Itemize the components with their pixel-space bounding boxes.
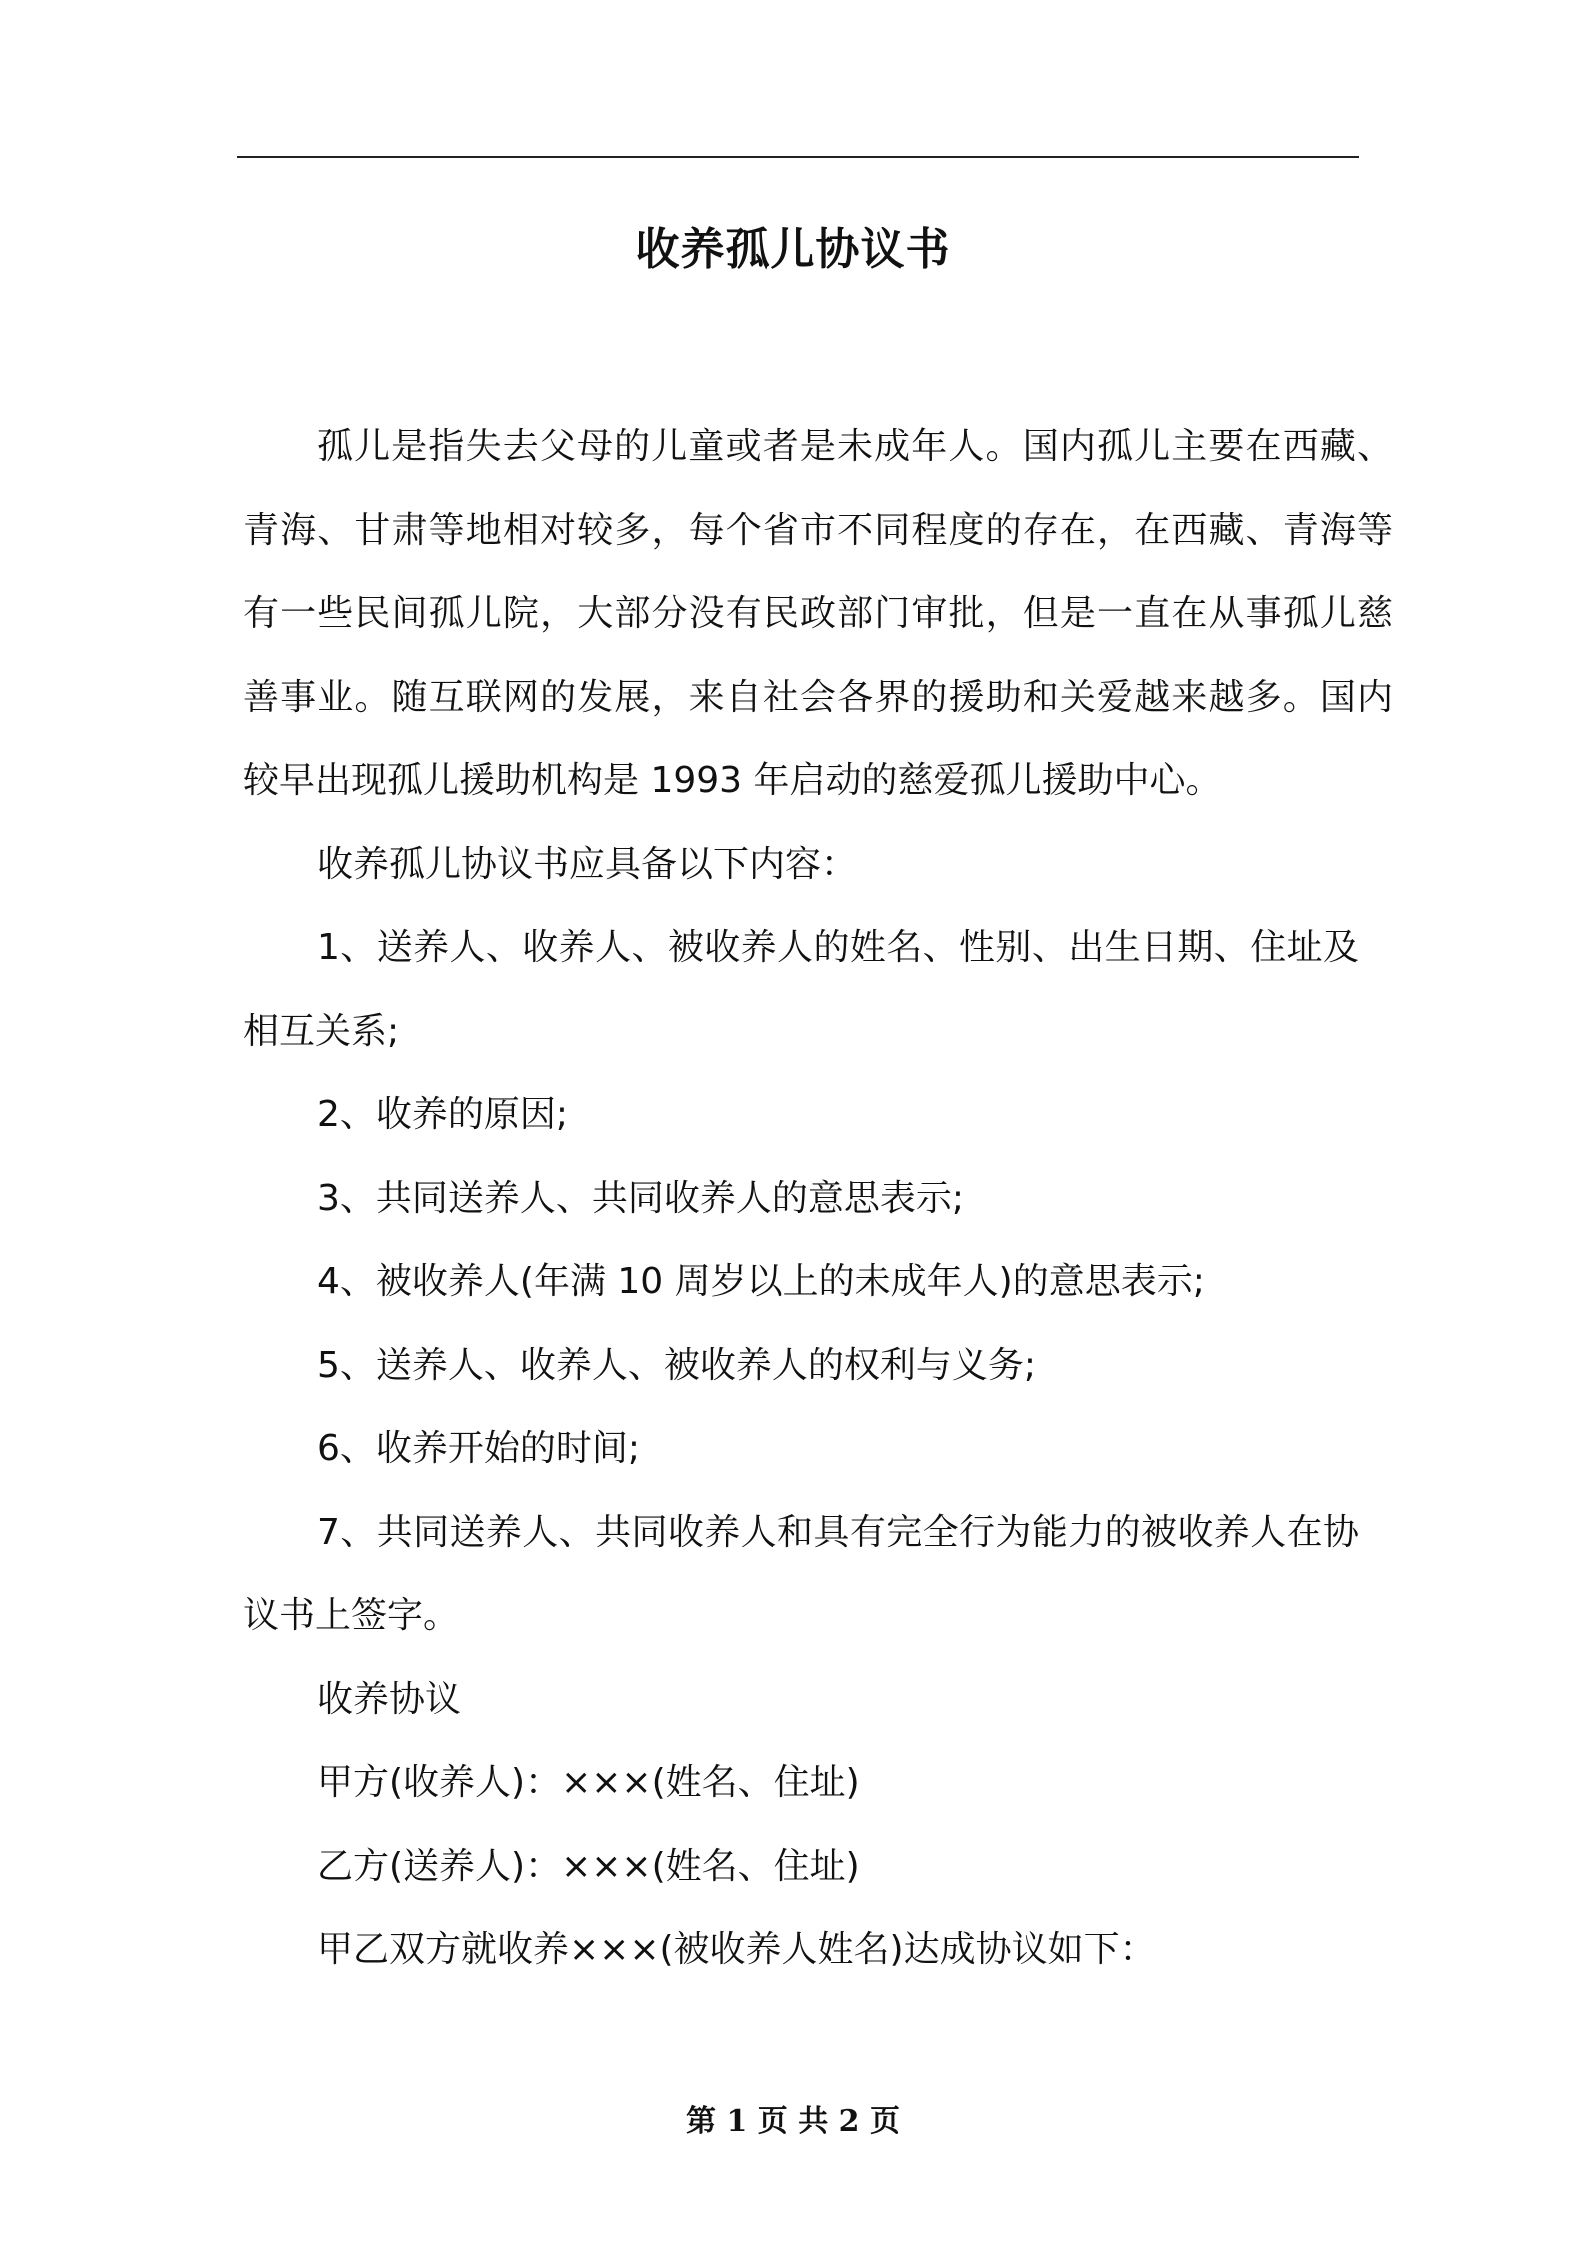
document-title: 收养孤儿协议书	[635, 224, 951, 275]
list-item-2: 2、收养的原因;	[317, 1094, 569, 1135]
list-item-6: 6、收养开始的时间;	[317, 1428, 641, 1469]
list-item-1: 1、送养人、收养人、被收养人的姓名、性别、出生日期、住址及相互关系;	[243, 927, 1359, 1052]
paragraph-intro: 孤儿是指失去父母的儿童或者是未成年人。国内孤儿主要在西藏、青海、甘肃等地相对较多，每个省市不同程度的存在，在西藏、青海等有一些民间孤儿院，大部分没有民政部门审批，但是一直在从事孤儿慈善事业。随互联网的发展，来自社会各界的援助和关爱越来越多。国内较早出现孤儿援助机构是 1993 年启动的慈爱孤儿援助中心。	[243, 426, 1393, 801]
list-item-3: 3、共同送养人、共同收养人的意思表示;	[317, 1177, 965, 1219]
agreement-heading: 收养协议	[317, 1678, 462, 1720]
page-number-footer: 第 1 页 共 2 页	[686, 2104, 900, 2139]
agreement-intro-line: 甲乙双方就收养×××(被收养人姓名)达成协议如下：	[317, 1929, 1156, 1970]
party-b-line: 乙方(送养人)：×××(姓名、住址)	[317, 1845, 860, 1887]
list-item-5: 5、送养人、收养人、被收养人的权利与义务;	[317, 1344, 1037, 1386]
list-item-7: 7、共同送养人、共同收养人和具有完全行为能力的被收养人在协议书上签字。	[243, 1511, 1359, 1636]
list-item-4: 4、被收养人(年满 10 周岁以上的未成年人)的意思表示;	[317, 1261, 1205, 1302]
header-rule	[237, 156, 1359, 158]
paragraph-requirements-heading: 收养孤儿协议书应具备以下内容：	[317, 843, 858, 885]
party-a-line: 甲方(收养人)：×××(姓名、住址)	[317, 1762, 860, 1803]
document-body	[243, 405, 1393, 1992]
